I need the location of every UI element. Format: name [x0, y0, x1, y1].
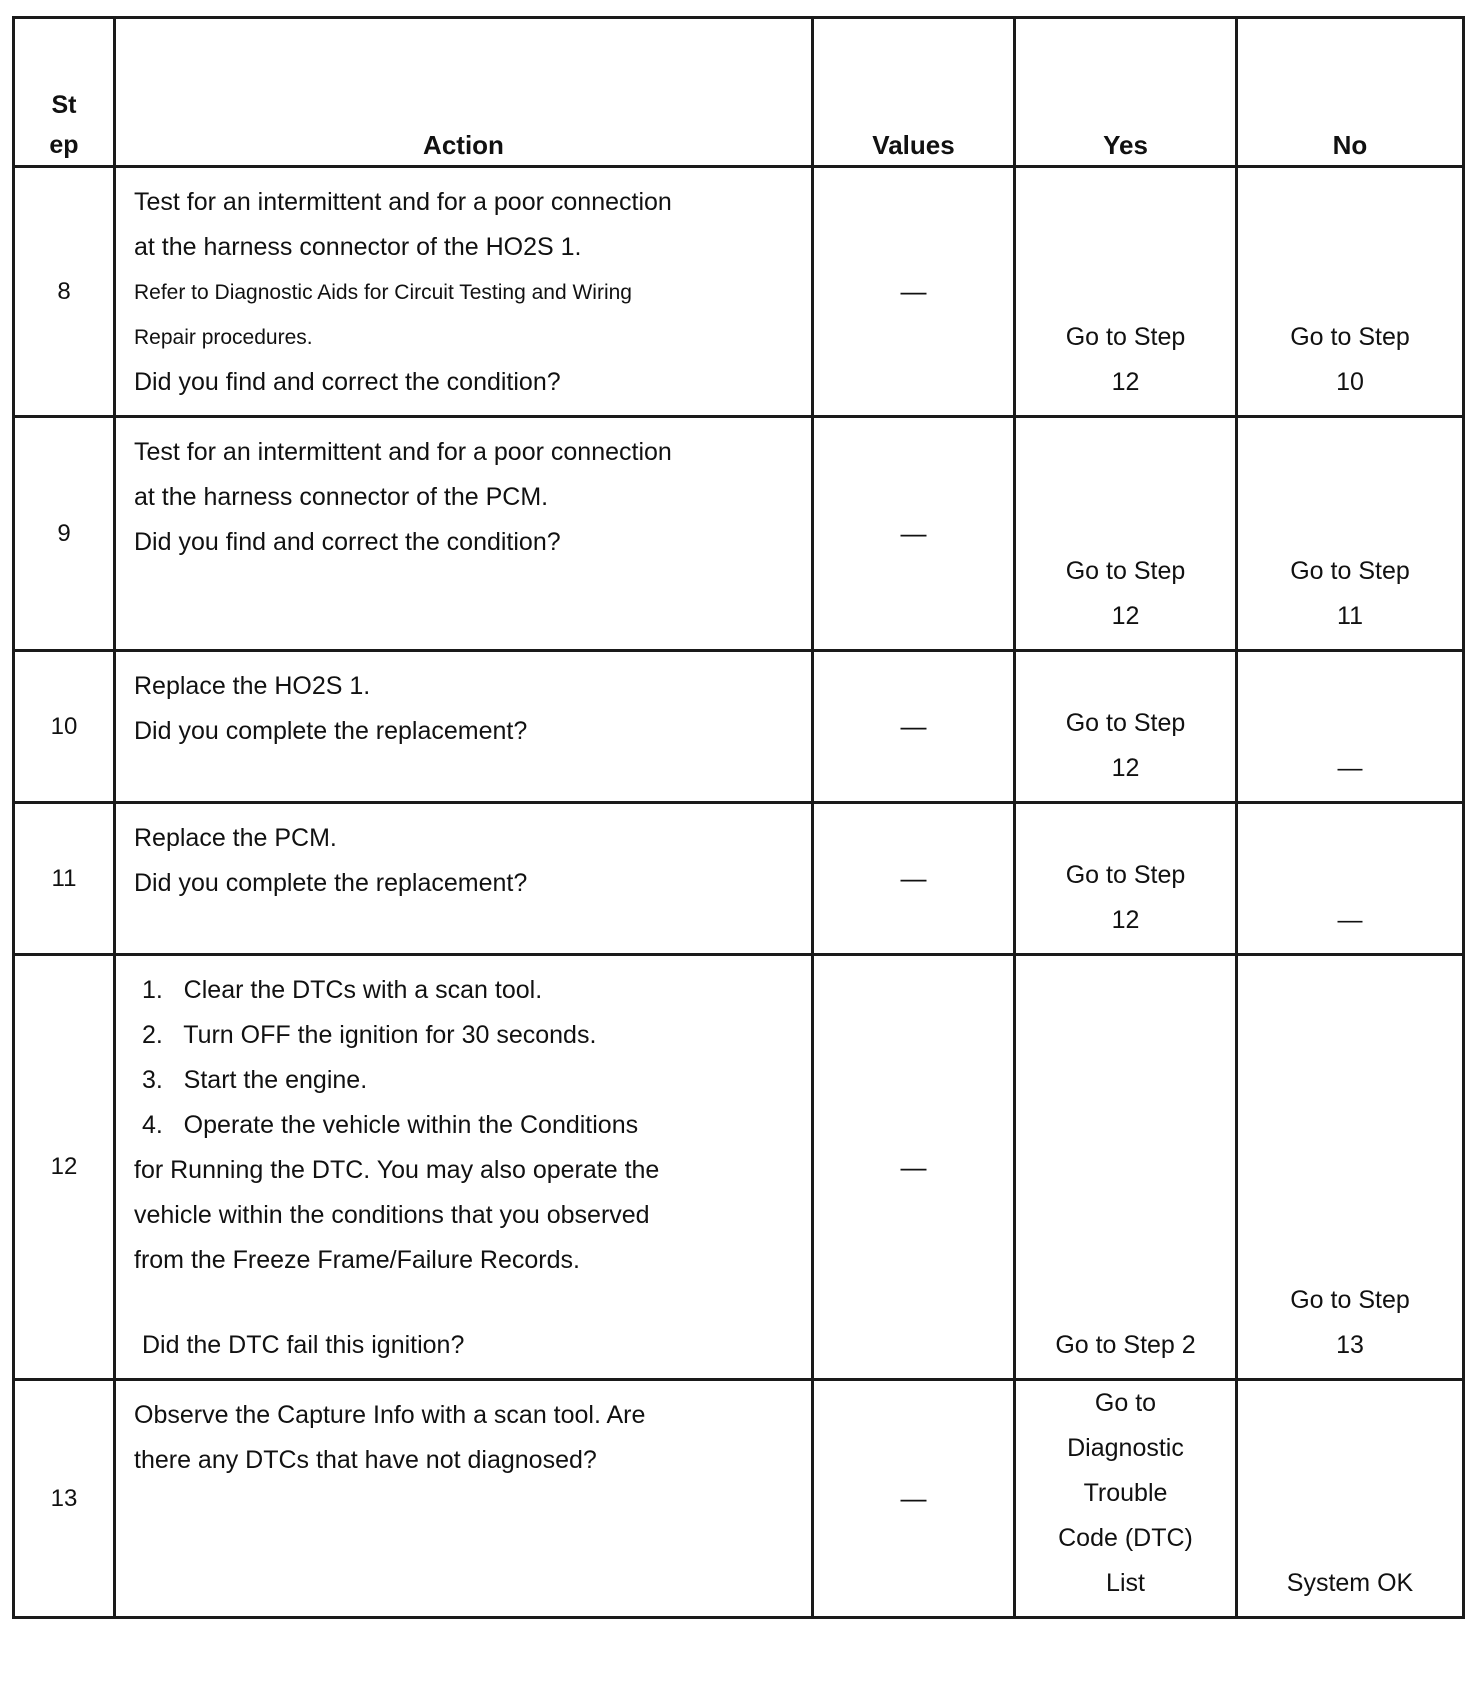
header-action: Action	[115, 18, 813, 167]
yes-line: Trouble	[1083, 1479, 1168, 1507]
action-line: there any DTCs that have not diagnosed?	[134, 1446, 597, 1474]
table-row	[14, 803, 1464, 955]
step-number: 13	[14, 1380, 115, 1618]
action-line: at the harness connector of the HO2S 1.	[134, 233, 582, 261]
yes-line: Code (DTC)	[1058, 1524, 1193, 1552]
action-line: Refer to Diagnostic Aids for Circuit Testing and Wiring	[134, 281, 632, 304]
yes-line: 12	[1111, 754, 1140, 782]
step-number: 10	[14, 651, 115, 803]
yes-line: Go to Step	[1065, 861, 1186, 889]
no-line: 13	[1336, 1331, 1364, 1359]
action-line: vehicle within the conditions that you observed	[134, 1201, 650, 1229]
header-no: No	[1237, 18, 1464, 167]
action-line: Test for an intermittent and for a poor connection	[134, 188, 672, 216]
yes-cell	[1015, 803, 1237, 955]
yes-line: List	[1106, 1569, 1145, 1597]
values-cell: —	[813, 803, 1015, 955]
table-row	[14, 167, 1464, 417]
action-line: 4. Operate the vehicle within the Conditions	[142, 1111, 639, 1139]
no-line: Go to Step	[1290, 1286, 1410, 1314]
no-line: —	[1337, 906, 1363, 934]
action-line: from the Freeze Frame/Failure Records.	[134, 1246, 580, 1274]
action-line: Did you find and correct the condition?	[134, 528, 561, 556]
no-cell	[1237, 651, 1464, 803]
action-line: 1. Clear the DTCs with a scan tool.	[142, 976, 543, 1004]
no-line: —	[1337, 754, 1363, 782]
table-row	[14, 1380, 1464, 1618]
header-row	[14, 18, 1464, 167]
action-line: Replace the PCM.	[134, 824, 337, 852]
action-line: Observe the Capture Info with a scan tool. Are	[134, 1401, 646, 1429]
table-row	[14, 417, 1464, 651]
no-cell	[1237, 803, 1464, 955]
action-line: Did the DTC fail this ignition?	[142, 1331, 465, 1359]
values-cell: —	[813, 1380, 1015, 1618]
action-line: Replace the HO2S 1.	[134, 672, 371, 700]
header-step: St ep	[14, 18, 115, 167]
yes-cell	[1015, 167, 1237, 417]
yes-line: 12	[1111, 368, 1140, 396]
yes-cell	[1015, 1380, 1237, 1618]
no-cell	[1237, 1380, 1464, 1618]
yes-line: Diagnostic	[1067, 1434, 1184, 1462]
diagnostic-table	[12, 16, 1465, 1619]
no-line: 11	[1337, 602, 1363, 630]
step-number: 8	[14, 167, 115, 417]
action-line: 3. Start the engine.	[142, 1066, 368, 1094]
step-number: 11	[14, 803, 115, 955]
action-cell	[115, 803, 813, 955]
action-cell	[115, 651, 813, 803]
yes-line: Go to Step	[1065, 557, 1186, 585]
action-cell	[115, 955, 813, 1380]
no-line: System OK	[1286, 1569, 1414, 1597]
values-cell: —	[813, 955, 1015, 1380]
yes-line: Go to Step	[1065, 709, 1186, 737]
values-cell: —	[813, 417, 1015, 651]
step-number: 12	[14, 955, 115, 1380]
step-number: 9	[14, 417, 115, 651]
action-line: Did you complete the replacement?	[134, 717, 528, 745]
yes-line: Go to Step 2	[1055, 1331, 1196, 1359]
values-cell: —	[813, 651, 1015, 803]
yes-cell	[1015, 417, 1237, 651]
no-cell	[1237, 955, 1464, 1380]
yes-line: 12	[1111, 602, 1140, 630]
action-cell	[115, 167, 813, 417]
action-line: Repair procedures.	[134, 326, 313, 349]
action-cell	[115, 417, 813, 651]
header-values: Values	[813, 18, 1015, 167]
action-line: Test for an intermittent and for a poor connection	[134, 438, 672, 466]
no-cell	[1237, 417, 1464, 651]
action-line: for Running the DTC. You may also operate the	[134, 1156, 660, 1184]
yes-cell	[1015, 651, 1237, 803]
action-line: 2. Turn OFF the ignition for 30 seconds.	[142, 1021, 597, 1049]
yes-line: Go to Step	[1065, 323, 1186, 351]
yes-line: 12	[1111, 906, 1140, 934]
action-cell	[115, 1380, 813, 1618]
action-line: Did you complete the replacement?	[134, 869, 528, 897]
values-cell: —	[813, 167, 1015, 417]
action-line: Did you find and correct the condition?	[134, 368, 561, 396]
table-row	[14, 651, 1464, 803]
yes-cell	[1015, 955, 1237, 1380]
yes-line: Go to	[1094, 1389, 1157, 1417]
no-cell	[1237, 167, 1464, 417]
action-line: at the harness connector of the PCM.	[134, 483, 549, 511]
no-line: Go to Step	[1290, 557, 1410, 585]
table-row	[14, 955, 1464, 1380]
no-line: 10	[1336, 368, 1364, 396]
header-yes: Yes	[1015, 18, 1237, 167]
no-line: Go to Step	[1290, 323, 1410, 351]
